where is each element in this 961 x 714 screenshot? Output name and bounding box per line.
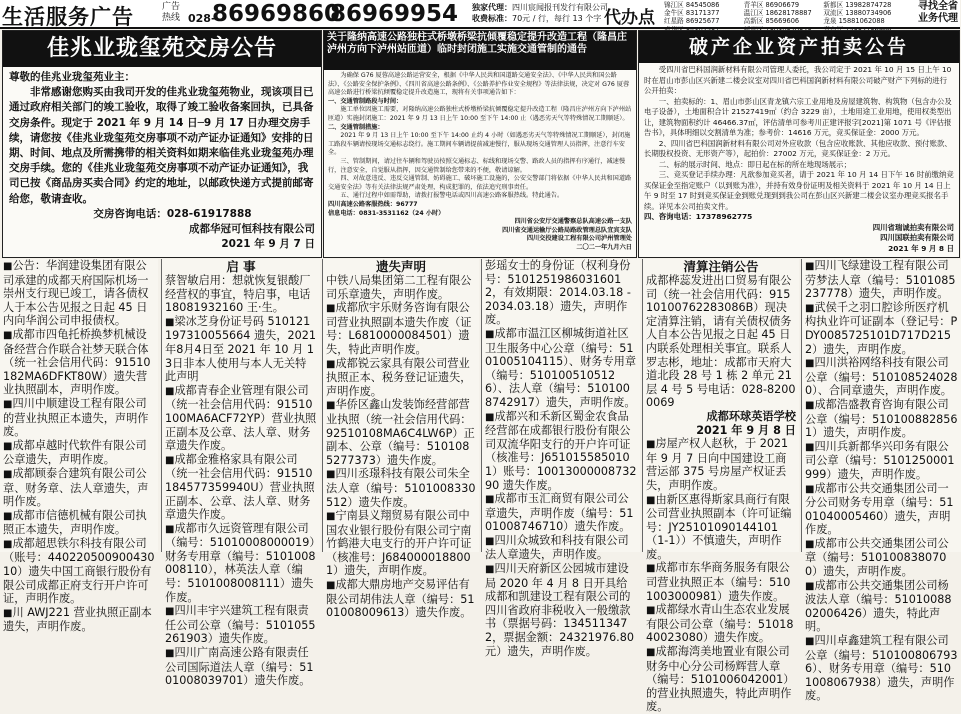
classified-item: ■ 成都超思铁尔科技有限公司（账号：44022050090043010）遗失中国工商银行股份有限公司成都正府支行开户许可证，声明作废。 [3, 537, 155, 606]
column-items [323, 274, 479, 620]
classified-item: ■ 四川兵新都华兴印务有限公司公章（编号：5101250001999）遗失，声明作废。 [805, 440, 958, 482]
classified-item: ■ 成都浩盛教育咨询有限公司公章（编号：5101008828561）遗失，声明作废。 [805, 398, 958, 440]
classified-item: ■ 宁南县义翔贸易有限公司中国农业银行股份有限公司宁南竹鹤港大电支行的开户许可证（核准号：J6840000188001）遗失，声明作废。 [326, 509, 476, 578]
notice-signer: 四川省公安厅交通警察总队高速公路一支队 [514, 218, 632, 226]
classified-item: ■ 成都市四龟托桥换梦机械设备经营合作联合社梦天联合体（统一社会信用代码：91510182MA6DFKT80W）遗失营业执照副本，声明作废。 [3, 328, 155, 397]
notice-body [324, 70, 636, 254]
notice-paragraph: 二、标的展示时间、地点：即日起在标的所在地现场展示； [658, 159, 851, 169]
notice-heading: 二、交通管制措施： [328, 123, 384, 131]
notice-paragraph: 四、对故意违反、违反交通管制、妨碍施工、破坏施工设施的，公安交警部门将依据《中华人民共和国道路交通安全法》等有关法律法规严肃处理，构成犯罪的，依法追究刑事责任。 [328, 175, 632, 191]
classified-column-4 [481, 259, 640, 658]
area-code: 028- [188, 12, 216, 25]
classified-item: ■ 成都大鼎房地产交易评估有限公司胡伟法人章（编号：5101008009613）遗失作废。 [326, 578, 476, 620]
notice-signer: 四川交投建设工程有限公司泸州管理处 [526, 235, 632, 243]
notice-phone: 信息电话：0831-3531162（24 小时） [328, 209, 445, 217]
classified-item: ■ 成都卓越时代软件有限公司公章遗失，声明作废。 [3, 439, 155, 467]
agent-item: 青羊区 86906679 [743, 1, 800, 9]
column-date: 2021 年 9 月 8 日 [696, 423, 796, 437]
classified-item: ■ 成都海湾美地置业有限公司财务中心分公司杨辉营人章（编号：5101006042001）的营业执照遗失，特此声明作废。 [646, 645, 796, 714]
housing-delivery-notice [2, 30, 322, 258]
classified-column-5 [642, 259, 799, 714]
classified-item: ■ 四川天府新区公园城市建设局 2020 年 4 月 8 日开具给成都和凯建设工程有限公司的四川省政府非税收入一般缴款书（票据号码：1345113472，票据金额：24321976.80 元）遗失，声明作废。 [485, 562, 637, 658]
column-title: 启 事 [226, 259, 256, 274]
notice-signer: 四川省交通运输厅公路局路政管理总队宜宾支队 [502, 226, 632, 234]
notice-paragraph: 为确保 G76 厦蓉高速公路运营安全，根据《中华人民共和国道路交通安全法》、《中华人民共和国公路法》、《公路安全保护条例》、《四川省高速公路条例》、《公路养护作业安全规程》等法律法规，决定对 G76 厦蓉高速公路进行桥梁抗倾覆稳定提升改造施工，现将有关事项通告如下： [328, 72, 630, 97]
notice-signer: 四川国联拍卖有限公司 [880, 233, 954, 242]
column-org: 成都环球英语学校 [706, 409, 796, 423]
classified-item: ■ 成都市信德机械有限公司执照正本遗失，声明作废。 [3, 509, 155, 537]
column-title: 清算注销公告 [683, 259, 759, 274]
classified-item: ■ 成都顾泰合建筑有限公司公章、财务章、法人章遗失，声明作废。 [3, 467, 155, 509]
classified-item: ■ 华侨区鑫山发装饰经营部营业执照（统一社会信用代码：92510108MA6C4LW6P）正副本、公章（编号：5101085277373）遗失作废。 [326, 398, 476, 467]
agent-item: 龙泉 15881062088 [823, 17, 885, 26]
column-title: 遗失声明 [375, 259, 426, 274]
column-items [162, 274, 320, 688]
notice-hotline: 四川高速公路客服热线：96777 [328, 200, 418, 208]
notice-title: 佳兆业珑玺苑交房公告 [3, 31, 321, 67]
slogan-line-1: 寻找全省 [918, 1, 958, 12]
agent-item: 双流区 13880734906 [823, 9, 892, 18]
classified-item: ■ 成都市公共交通集团公司公章（编号：5101008380700）遗失，声明作废。 [805, 537, 958, 579]
agent-item: 锦江区 84545086 [664, 1, 720, 9]
classified-column-6 [801, 259, 961, 703]
notice-signer: 四川省瑞诚拍卖有限公司 [872, 222, 954, 232]
notice-paragraph: 2、四川省巴科国润新材料有限公司对外应收款（包含应收账款、其他应收款、预付账款、长期股权投资、无形资产等），起拍价：27002 万元，竞买保证金：2 万元。 [644, 138, 952, 158]
notice-hotline: 交房咨询电话：028-61917888 [93, 207, 252, 220]
classified-item: ■ 四川卓鑫建筑工程有限公司公章（编号：5101008067936）、财务专用章（编号：5101008067938）遗失，声明作废。 [805, 634, 958, 703]
classified-item: ■ 四川众城致和科技有限公司法人章遗失，声明作废。 [485, 534, 637, 562]
column-items [0, 259, 158, 634]
phone-number-1: 86969860 [212, 1, 341, 27]
hotline-label: 广告热线 [162, 2, 181, 23]
classified-column-1 [0, 259, 158, 634]
classified-item: ■ 四川广南高速公路有限责任公司国际道法人章（编号：5101008039701）遗失作废。 [165, 646, 317, 688]
notice-title: 破产企业资产拍卖公告 [639, 31, 959, 63]
column-items [802, 259, 961, 703]
classified-item: ■ 四川中顺建设工程有限公司的营业执照正本遗失，声明作废。 [3, 397, 155, 439]
notice-body [639, 63, 959, 256]
notice-paragraph: 施工单位因施工需要，对隆纳高速公路独柱式桥墩桥梁抗倾覆稳定提升改造工程（隆昌庄泸州方向下泸州站匝道）实施封闭施工：2021 年 9 月 13 日上午 10:00 至下午 14:00 止（遇恶劣天气等特殊情况工期顺延）。 [328, 106, 632, 122]
notice-date: 2021 年 9 月 7 日 [221, 238, 315, 251]
notice-date: 2021 年 9 月 8 日 [888, 243, 954, 253]
classified-item: ■ 成都绿水青山生态农业发展有限公司公章（编号：5101840023080）遗失作废。 [646, 603, 796, 645]
classified-item: ■ 成都青春企业管理有限公司（统一社会信用代码：91510100MA6ACF72YP）营业执照正副本及公章、法人章、财务章遗失作废。 [165, 384, 317, 453]
agency-name: 四川宸闻报刊发行有限公司 [512, 3, 608, 12]
notice-paragraph: 受四川省巴科国润新材料有限公司管理人委托，我公司定于 2021 年 10 月 15 日上午 10 时在眉山市彭山区兴新建二楼会议室对四川省巴科国润新材料有限公司破产财产下列标的进行公开拍卖： [644, 65, 952, 95]
column-items [482, 259, 640, 658]
header-info [472, 2, 608, 24]
notice-paragraph: 三、管制期间，请过往车辆和驾驶员按照交通标志、标线和现场交警、路政人员的指挥有序通行，减速慢行，注意安全，自觉服从指挥，因交通管制给您带来的不便，敬请谅解。 [328, 157, 626, 174]
newspaper-header [0, 0, 960, 29]
notice-paragraph: 三、竞买登记手续办理：凡欲参加竞买者，请于 2021 年 10 月 14 日下午 16 时前缴纳竞买保证金至指定账户（以到账为准），并持有效身份证明及相关资料于 2021 年 10 月 14 日上午 9 时至 17 时到竞买保证金到账兑现到到我公司在彭山区兴新建二楼会议室办理竞买报名手续。详见本公司拍卖文件。 [644, 170, 954, 211]
classified-item: ■ 房屋产权人赵秋，于 2021 年 9 月 7 日向中国建设工商营运部 375 号房屋产权证丢失，声明作废。 [646, 437, 796, 492]
auction-notice [638, 30, 960, 258]
classified-item: ■ 由新区惠得斯家具商行有限公司营业执照副本（许可证编号：JY25101090144101（1-1））不慎遗失，声明作废。 [646, 493, 796, 562]
header-right-slogan [902, 1, 958, 25]
slogan-line-2: 业务代理 [918, 13, 958, 24]
agent-item: 新都区 13982874728 [823, 1, 892, 9]
notice-paragraph: 五、通行过程中如需帮助，请拨打报警电话或四川高速公路客服热线。特此通告。 [340, 192, 564, 200]
agency-label: 独家代理： [472, 3, 512, 12]
classified-item: ■ 成都金雅格家具有限公司（统一社会信用代码：91510184577359940U）营业执照正副本、公章、法人章、财务章遗失作废。 [165, 453, 317, 522]
classified-item: ■ 四川飞绿建设工程有限公司劳梦法人章（编号：5101085237778）遗失，声明作废。 [805, 259, 958, 301]
agent-item: 温江区 18628178887 [743, 9, 812, 18]
classified-item: ■ 公告：华润建设集团有限公司承建的成都天府国际机场一崇州支行现已竣工，请各债权人于本公告见报之日起 45 日内向华润公司申报债权。 [3, 259, 155, 328]
classified-item: ■ 成都兴和禾新区蜀金农食品经营部在成都银行股份有限公司双流华阳支行的开户许可证（核准号：J6510155850101）账号：1001300000873290 遗失作废。 [485, 410, 637, 493]
notice-date: 二〇二一年九月六日 [576, 243, 632, 251]
fee-standard: 70元 / 行，每行 13 个字 [512, 14, 602, 23]
classified-item: ■ 成都市玉汇商贸有限公司公章遗失，声明作废（编号：5101008746710）遗失作废。 [485, 492, 637, 534]
notice-body [3, 67, 321, 255]
column-intro: 蔡智敏启用：想就恢复银酸厂经营权的事宜，特启事，电话 18081932160 王·生。 [165, 274, 311, 315]
classified-item: ■ 四川丞璟科技有限公司朱全法人章（编号：5101008330512）遗失作废。 [326, 467, 476, 509]
agent-item: 高新区 85669606 [743, 17, 800, 26]
classified-item: ■ 成都市公共交通集团公司一分公司财务专用章（编号：5101040005460）遗失，声明作废。 [805, 482, 958, 537]
classified-item: ■ 梁冰芝身份证号码 510121197310055664 遗失，2021年8月4日至 2021 年 10 月 13日非本人使用与本人无关特此声明 [165, 315, 317, 384]
column-intro: 成都桦蕊发进出口贸易有限公司（统一社会信用代码：91510100762283086B）现决定清算注销，请有关债权债务人自本公告见报之日起 45 日内联系处理相关事宜。联系人罗志彬，地址：成都市天府大道北段 28 号 1 栋 2 单元 21 层 4 号 5 号电话：028-82000069 [646, 274, 796, 410]
classified-column-3 [322, 259, 479, 620]
notice-paragraph: 非常感谢您购买由我司开发的佳兆业珑玺苑物业，现该项目已通过政府相关部门的竣工验收，取得了竣工验收备案回执，已具备交房条件。现定于 2021 年 9 月 14 日─9 月 17 日办理交房手续，请您按《佳兆业珑玺苑交房事项不动产证办证通知》安排的日期、时间、地点及所需携带的相关资料如期来临佳兆业珑玺苑办理交房手续。您的《佳兆业珑玺苑交房事项不动产证办证通知》，我司已按《商品房买卖合同》约定的地址，以邮政快递方式提前邮寄给您，敬请查收。 [9, 86, 314, 205]
classified-column-2 [161, 259, 320, 688]
column-intro: 彭瑶女士的身份证（权利身份号：51012519860316012，有效期限：2014.03.18 -2034.03.18）遗失，声明作废。 [485, 259, 631, 327]
notice-phone: 四、咨询电话：17378962775 [644, 212, 753, 221]
column-items [643, 274, 799, 714]
agent-item: 红星路 86925677 [664, 17, 720, 26]
traffic-control-notice [323, 30, 637, 258]
agent-label: 代办点 [604, 8, 655, 28]
section-brand: 生活服务广告 [2, 5, 134, 29]
notice-signer: 成都华冠可恒科技有限公司 [189, 223, 315, 236]
notice-greeting: 尊敬的佳兆业珑玺苑业主： [9, 71, 135, 83]
agent-item: 金牛区 83171377 [664, 9, 720, 18]
agent-list [664, 1, 900, 34]
classified-item: ■ 四川丰宇兴建筑工程有限责任公司公章（编号：5101055261903）遗失作废。 [165, 604, 317, 646]
classified-item: ■ 四川洪裕网络科技有限公司公章（编号：5101085240280）、合同章遗失，声明作废。 [805, 356, 958, 398]
classified-item: ■ 成都市温江区柳城街道社区卫生服务中心公章（编号：5101005104115）、财务专用章（编号：5101005105126）、法人章（编号：5101008742917）遗失，声明作废。 [485, 327, 637, 410]
notice-heading: 一、交通管制路段与时间： [328, 97, 403, 105]
classified-item: ■ 成都市久远资管理有限公司（编号：51010008000019）财务专用章（编号：5101008008110），林英法人章（编号：5101008008111）遗失作废。 [165, 522, 317, 605]
phone-number-2: 86969954 [330, 1, 459, 27]
classified-item: ■ 成都锐云家具有限公司营业执照正本、税务登记证遗失，声明作废。 [326, 357, 476, 399]
fee-label: 收费标准： [472, 14, 512, 23]
notice-title: 关于隆纳高速公路独柱式桥墩桥梁抗倾覆稳定提升改造工程（隆昌庄泸州方向下泸州站匝道）临时封闭施工实施交通管制的通告 [324, 31, 636, 70]
column-intro: 中铁八局集团第二工程有限公司乐章遗失，声明作废。 [326, 274, 472, 301]
classified-item: ■ 成都市公共交通集团公司杨波法人章（编号：5101008802006426）遗失，特此声明。 [805, 579, 958, 634]
classified-item: ■ 成都市东华商务服务有限公司营业执照正本（编号：5101003000981）遗失作废。 [646, 561, 796, 603]
classified-item: ■ 川 AWJ221 营业执照正副本遗失，声明作废。 [3, 606, 155, 634]
notice-paragraph: 2021 年 9 月 13 日上午 10:00 至下午 14:00 止约 4 小时（如遇恶劣天气等特殊情况工期顺延），封闭施工路段车辆请按现场交通标志绕行。施工期间车辆请提前减速慢行，服从现场交通管理人员指挥，注意行车安全。 [328, 132, 631, 157]
notice-paragraph: 一、拍卖标的：1、眉山市彭山区青龙镇六宗工业用地及房屋建筑物、构筑物（包含办公及电子设备），土地面积合计 21527419㎡（约合 3229 亩），土地用途工业用地，使用权类型出让，建筑物面积约计 46466.37㎡，评估清单可参考川正建评报字[2021]第 1071 号《评估报告书》，具体明细以交割清单为准；参考价：14616 万元，竞买保证金：2000 万元。 [644, 96, 952, 137]
classified-item: ■ 成都欣宇乐财务咨询有限公司营业执照副本遗失作废（证号：L6810000084501）遗失，特此声明作废。 [326, 301, 476, 356]
classified-item: ■ 武侯千之羽口腔诊所医疗机构执业许可证副本（登记号：PDY0085725101D717D2152）遗失，声明作废。 [805, 301, 958, 356]
